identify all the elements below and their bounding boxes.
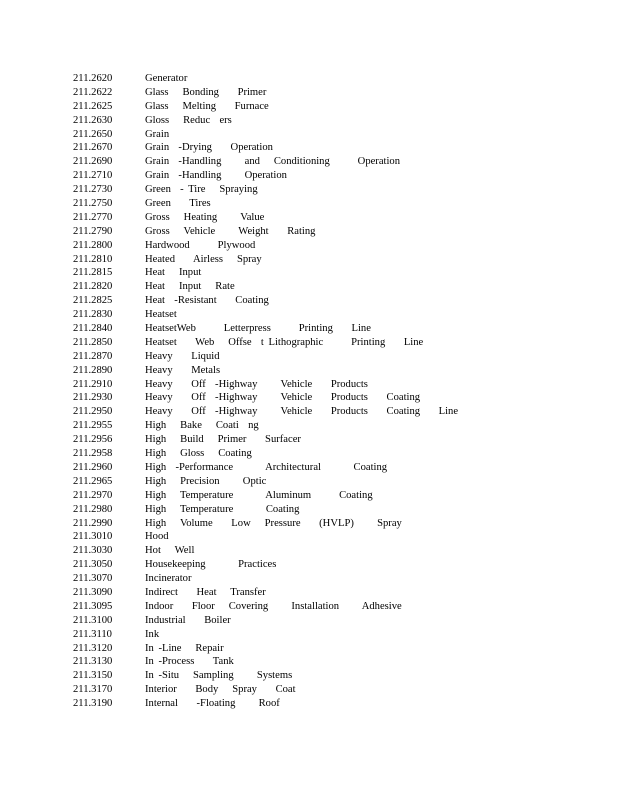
section-number: 211.2670 bbox=[73, 142, 113, 154]
defined-term: Industrial Boiler bbox=[145, 614, 231, 626]
glossary-entry bbox=[73, 253, 458, 267]
defined-term: High Bake Coati ng bbox=[145, 420, 259, 432]
defined-term: Gross Vehicle Weight Rating bbox=[145, 225, 316, 237]
defined-term: Heatset Web Offse t Lithographic Printing Line bbox=[145, 336, 424, 348]
glossary-entry bbox=[73, 155, 458, 169]
glossary-entry bbox=[73, 558, 458, 572]
glossary-entry bbox=[73, 405, 458, 419]
glossary-entry bbox=[73, 517, 458, 531]
glossary-entry bbox=[73, 614, 458, 628]
defined-term: Hood bbox=[145, 531, 169, 543]
section-number: 211.3010 bbox=[73, 531, 113, 543]
section-number: 211.2800 bbox=[73, 239, 113, 251]
section-number: 211.2750 bbox=[73, 198, 113, 210]
section-number: 211.3030 bbox=[73, 545, 113, 557]
defined-term: Heat Input Rate bbox=[145, 281, 235, 293]
section-number: 211.2950 bbox=[73, 406, 113, 418]
glossary-entry bbox=[73, 169, 458, 183]
section-number: 211.2958 bbox=[73, 448, 113, 460]
glossary-entry bbox=[73, 628, 458, 642]
section-number: 211.2990 bbox=[73, 517, 113, 529]
section-number: 211.2970 bbox=[73, 489, 113, 501]
glossary-entry bbox=[73, 530, 458, 544]
section-number: 211.2710 bbox=[73, 170, 113, 182]
defined-term: Grain -Handling Operation bbox=[145, 170, 287, 182]
glossary-entry bbox=[73, 350, 458, 364]
defined-term: Heavy Liquid bbox=[145, 350, 220, 362]
defined-term: Heavy Off -Highway Vehicle Products bbox=[145, 378, 368, 390]
section-number: 211.2770 bbox=[73, 211, 113, 223]
section-number: 211.2815 bbox=[73, 267, 113, 279]
defined-term: Grain -Handling and Conditioning Operation bbox=[145, 156, 401, 168]
defined-term: Grain bbox=[145, 128, 170, 140]
defined-term: HeatsetWeb Letterpress Printing Line bbox=[145, 323, 371, 335]
glossary-entry bbox=[73, 447, 458, 461]
defined-term: High -Performance Architectural Coating bbox=[145, 461, 388, 473]
section-number: 211.2960 bbox=[73, 461, 113, 473]
section-number: 211.3050 bbox=[73, 559, 113, 571]
glossary-entry bbox=[73, 669, 458, 683]
glossary-entry bbox=[73, 586, 458, 600]
defined-term: Incinerator bbox=[145, 573, 192, 585]
defined-term: Gloss Reduc ers bbox=[145, 114, 232, 126]
section-number: 211.2820 bbox=[73, 281, 113, 293]
defined-term: Hardwood Plywood bbox=[145, 239, 256, 251]
glossary-entry bbox=[73, 489, 458, 503]
section-number: 211.2870 bbox=[73, 350, 113, 362]
glossary-entry bbox=[73, 128, 458, 142]
section-number: 211.3150 bbox=[73, 670, 113, 682]
defined-term: Housekeeping Practices bbox=[145, 559, 277, 571]
section-number: 211.2622 bbox=[73, 86, 113, 98]
section-number: 211.2850 bbox=[73, 336, 113, 348]
section-number: 211.2956 bbox=[73, 434, 113, 446]
defined-term: Indirect Heat Transfer bbox=[145, 586, 266, 598]
glossary-entry bbox=[73, 211, 458, 225]
section-number: 211.2830 bbox=[73, 309, 113, 321]
section-number: 211.2625 bbox=[73, 100, 113, 112]
glossary-entry bbox=[73, 655, 458, 669]
section-number: 211.3170 bbox=[73, 684, 113, 696]
defined-term: Heated Airless Spray bbox=[145, 253, 262, 265]
defined-term: Green - Tire Spraying bbox=[145, 184, 258, 196]
section-number: 211.2790 bbox=[73, 225, 113, 237]
defined-term: Indoor Floor Covering Installation Adhesive bbox=[145, 600, 402, 612]
glossary-entry bbox=[73, 697, 458, 711]
defined-term: Grain -Drying Operation bbox=[145, 142, 273, 154]
glossary-entry bbox=[73, 114, 458, 128]
glossary-entry bbox=[73, 364, 458, 378]
section-number: 211.3190 bbox=[73, 698, 113, 710]
glossary-entry bbox=[73, 572, 458, 586]
glossary-entry bbox=[73, 280, 458, 294]
section-number: 211.2910 bbox=[73, 378, 113, 390]
section-number: 211.3070 bbox=[73, 573, 113, 585]
defined-term: High Temperature Coating bbox=[145, 503, 300, 515]
section-number: 211.2690 bbox=[73, 156, 113, 168]
glossary-entry bbox=[73, 475, 458, 489]
glossary-entry bbox=[73, 86, 458, 100]
defined-term: Internal -Floating Roof bbox=[145, 698, 280, 710]
glossary-entry bbox=[73, 308, 458, 322]
defined-term: Hot Well bbox=[145, 545, 195, 557]
glossary-entry bbox=[73, 683, 458, 697]
glossary-entry bbox=[73, 197, 458, 211]
glossary-entry bbox=[73, 72, 458, 86]
defined-term: Heavy Off -Highway Vehicle Products Coating Line bbox=[145, 406, 459, 418]
glossary-entry bbox=[73, 391, 458, 405]
defined-term: Glass Bonding Primer bbox=[145, 86, 267, 98]
defined-term: Gross Heating Value bbox=[145, 211, 265, 223]
glossary-list bbox=[73, 72, 458, 711]
glossary-entry bbox=[73, 183, 458, 197]
section-number: 211.2630 bbox=[73, 114, 113, 126]
glossary-entry bbox=[73, 141, 458, 155]
glossary-entry bbox=[73, 266, 458, 280]
glossary-entry bbox=[73, 503, 458, 517]
defined-term: Heat -Resistant Coating bbox=[145, 295, 269, 307]
section-number: 211.2730 bbox=[73, 184, 113, 196]
section-number: 211.2965 bbox=[73, 475, 113, 487]
defined-term: Heat Input bbox=[145, 267, 202, 279]
defined-term: Ink bbox=[145, 628, 160, 640]
glossary-entry bbox=[73, 225, 458, 239]
defined-term: High Temperature Aluminum Coating bbox=[145, 489, 373, 501]
defined-term: Heavy Metals bbox=[145, 364, 221, 376]
glossary-entry bbox=[73, 461, 458, 475]
defined-term: In -Process Tank bbox=[145, 656, 234, 668]
defined-term: High Volume Low Pressure (HVLP) Spray bbox=[145, 517, 402, 529]
section-number: 211.3110 bbox=[73, 628, 112, 640]
defined-term: High Gloss Coating bbox=[145, 448, 252, 460]
section-number: 211.2825 bbox=[73, 295, 113, 307]
section-number: 211.2650 bbox=[73, 128, 113, 140]
glossary-entry bbox=[73, 544, 458, 558]
section-number: 211.2620 bbox=[73, 73, 113, 84]
section-number: 211.3130 bbox=[73, 656, 113, 668]
glossary-entry bbox=[73, 294, 458, 308]
glossary-entry bbox=[73, 239, 458, 253]
defined-term: Heatset bbox=[145, 309, 177, 321]
defined-term: In -Situ Sampling Systems bbox=[145, 670, 293, 682]
glossary-entry bbox=[73, 433, 458, 447]
section-number: 211.2955 bbox=[73, 420, 113, 432]
section-number: 211.2810 bbox=[73, 253, 113, 265]
glossary-entry bbox=[73, 642, 458, 656]
glossary-entry bbox=[73, 322, 458, 336]
defined-term: Glass Melting Furnace bbox=[145, 100, 269, 112]
glossary-entry bbox=[73, 336, 458, 350]
defined-term: Generator bbox=[145, 73, 188, 84]
section-number: 211.2980 bbox=[73, 503, 113, 515]
glossary-entry bbox=[73, 600, 458, 614]
section-number: 211.3095 bbox=[73, 600, 113, 612]
section-number: 211.3120 bbox=[73, 642, 113, 654]
section-number: 211.2890 bbox=[73, 364, 113, 376]
section-number: 211.2840 bbox=[73, 323, 113, 335]
defined-term: Interior Body Spray Coat bbox=[145, 684, 296, 696]
section-number: 211.2930 bbox=[73, 392, 113, 404]
glossary-entry bbox=[73, 378, 458, 392]
defined-term: High Build Primer Surfacer bbox=[145, 434, 301, 446]
glossary-entry bbox=[73, 419, 458, 433]
section-number: 211.3090 bbox=[73, 586, 113, 598]
defined-term: In -Line Repair bbox=[145, 642, 224, 654]
defined-term: Heavy Off -Highway Vehicle Products Coating bbox=[145, 392, 421, 404]
glossary-entry bbox=[73, 100, 458, 114]
defined-term: High Precision Optic bbox=[145, 475, 267, 487]
defined-term: Green Tires bbox=[145, 198, 211, 210]
section-number: 211.3100 bbox=[73, 614, 113, 626]
